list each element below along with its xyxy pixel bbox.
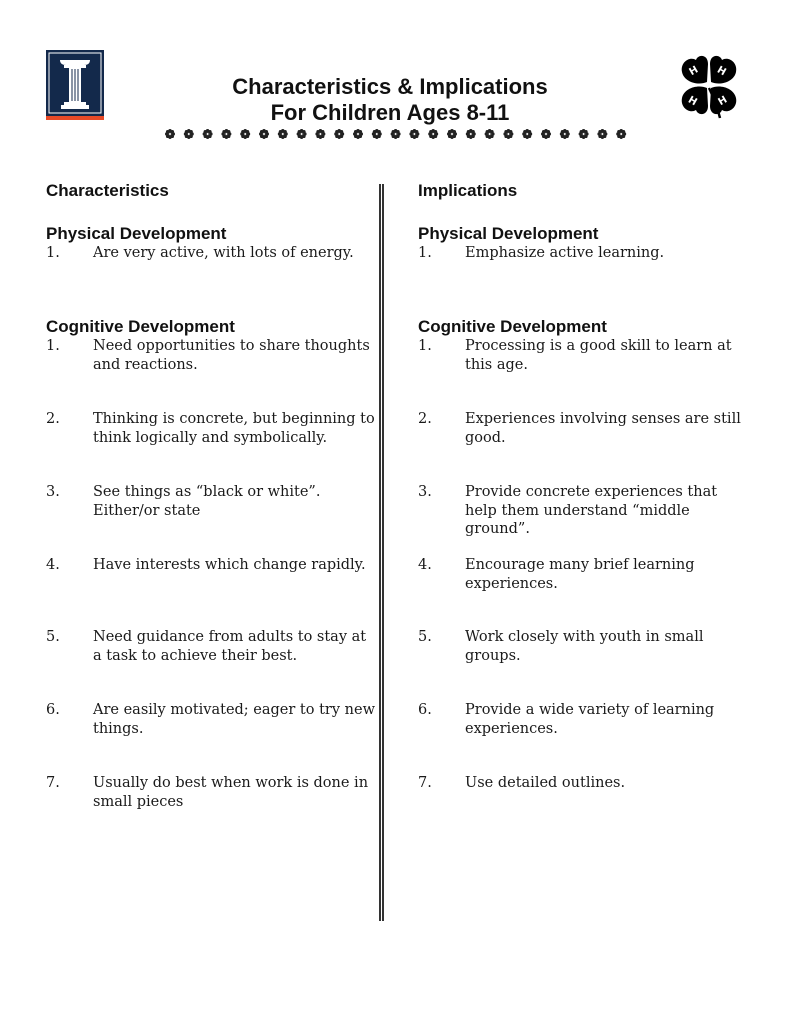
item-number: 7. bbox=[46, 775, 60, 791]
page-title: Characteristics & Implications bbox=[232, 74, 548, 99]
column-header: Characteristics bbox=[46, 181, 169, 200]
item-number: 4. bbox=[46, 557, 60, 573]
item-number: 1. bbox=[418, 338, 432, 354]
item-text: Processing is a good skill to learn at this age. bbox=[465, 338, 732, 373]
item-number: 1. bbox=[46, 338, 60, 354]
flower-ornament-icon bbox=[428, 129, 438, 139]
item-text: Have interests which change rapidly. bbox=[93, 557, 366, 573]
item-text: Provide a wide variety of learning experiences. bbox=[465, 702, 715, 737]
item-number: 6. bbox=[46, 702, 60, 718]
university-logo bbox=[46, 50, 104, 120]
item-text: Thinking is concrete, but beginning to think logically and symbolically. bbox=[93, 411, 375, 446]
flower-ornament-icon bbox=[485, 129, 495, 139]
svg-text:H: H bbox=[686, 94, 699, 109]
flower-ornament-icon bbox=[334, 129, 344, 139]
flower-ornament-icon bbox=[372, 129, 382, 139]
item-number: 1. bbox=[418, 245, 432, 261]
item-text: Are very active, with lots of energy. bbox=[93, 245, 354, 261]
flower-ornament-icon bbox=[278, 129, 288, 139]
item-number: 1. bbox=[46, 245, 60, 261]
item-text: Work closely with youth in small groups. bbox=[465, 629, 704, 664]
flower-ornament-icon bbox=[184, 129, 194, 139]
flower-ornament-icon bbox=[353, 129, 363, 139]
flower-ornament-icon bbox=[391, 129, 401, 139]
flower-ornament-icon bbox=[560, 129, 570, 139]
item-text: See things as “black or white”. Either/or state bbox=[93, 484, 321, 519]
flower-ornament-icon bbox=[579, 129, 589, 139]
flower-ornament-icon bbox=[165, 129, 175, 139]
item-number: 2. bbox=[418, 411, 432, 427]
item-text: Usually do best when work is done in small pieces bbox=[93, 775, 369, 810]
item-text: Need guidance from adults to stay at a task to achieve their best. bbox=[93, 629, 367, 664]
item-text: Use detailed outlines. bbox=[465, 775, 626, 791]
item-text: Provide concrete experiences that help them understand “middle ground”. bbox=[465, 484, 718, 537]
page-subtitle: For Children Ages 8-11 bbox=[270, 100, 510, 125]
item-number: 3. bbox=[46, 484, 60, 500]
flower-ornament-icon bbox=[409, 129, 419, 139]
flower-ornament-icon bbox=[297, 129, 307, 139]
column-header: Implications bbox=[418, 181, 518, 200]
flower-ornament-icon bbox=[203, 129, 213, 139]
flower-ornament-icon bbox=[240, 129, 250, 139]
item-number: 6. bbox=[418, 702, 432, 718]
item-number: 2. bbox=[46, 411, 60, 427]
section-heading-cognitive: Cognitive Development bbox=[418, 317, 607, 336]
item-text: Encourage many brief learning experiences. bbox=[465, 557, 695, 592]
section-heading-cognitive: Cognitive Development bbox=[46, 317, 235, 336]
item-text: Experiences involving senses are still good. bbox=[465, 411, 741, 446]
flower-ornament-icon bbox=[541, 129, 551, 139]
flower-ornament-icon bbox=[466, 129, 476, 139]
flower-ornament-icon bbox=[503, 129, 513, 139]
item-number: 7. bbox=[418, 775, 432, 791]
item-number: 5. bbox=[418, 629, 432, 645]
flower-ornament-icon bbox=[447, 129, 457, 139]
section-heading-physical: Physical Development bbox=[418, 224, 599, 243]
item-text: Need opportunities to share thoughts and reactions. bbox=[93, 338, 370, 373]
section-heading-physical: Physical Development bbox=[46, 224, 227, 243]
flower-ornament-icon bbox=[522, 129, 532, 139]
flower-ornament-icon bbox=[221, 129, 231, 139]
item-number: 5. bbox=[46, 629, 60, 645]
flower-ornament-icon bbox=[315, 129, 325, 139]
flower-ornament-icon bbox=[597, 129, 607, 139]
four-h-clover-icon bbox=[676, 52, 742, 124]
svg-text:H: H bbox=[715, 64, 728, 79]
item-text: Are easily motivated; eager to try new things. bbox=[93, 702, 375, 737]
ornament-divider bbox=[164, 125, 634, 143]
column-divider bbox=[379, 184, 384, 921]
flower-ornament-icon bbox=[259, 129, 269, 139]
flower-ornament-icon bbox=[616, 129, 626, 139]
item-number: 4. bbox=[418, 557, 432, 573]
item-text: Emphasize active learning. bbox=[465, 245, 665, 261]
svg-text:H: H bbox=[687, 64, 701, 79]
svg-text:H: H bbox=[716, 94, 730, 109]
item-number: 3. bbox=[418, 484, 432, 500]
